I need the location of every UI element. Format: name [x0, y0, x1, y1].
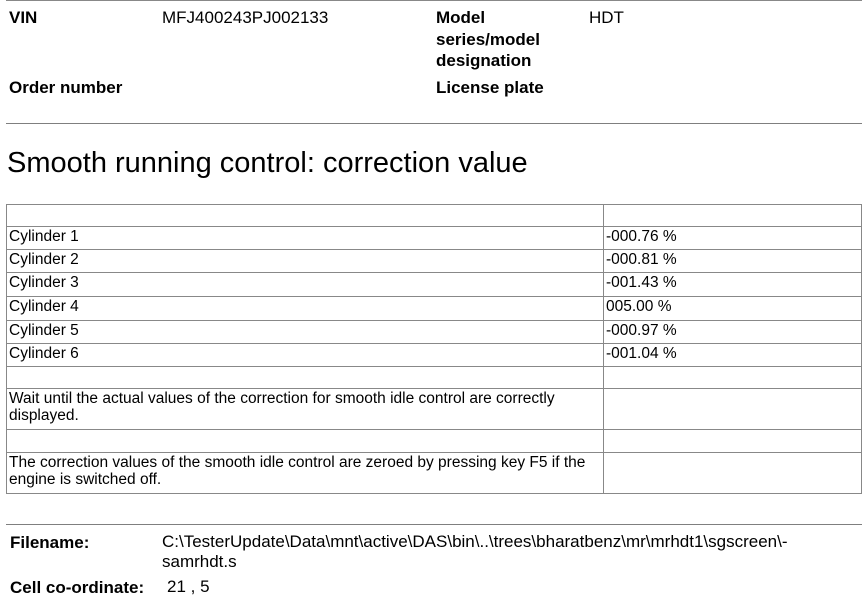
row-value-cell: -000.81 %	[604, 250, 862, 273]
row-label-cell	[7, 205, 604, 227]
row-label-cell: Cylinder 4	[7, 297, 604, 321]
row-value-cell: -000.97 %	[604, 321, 862, 344]
row-label-cell: The correction values of the smooth idle control are zeroed by pressing key F5 if the engine is switched off.	[7, 453, 604, 494]
model-value: HDT	[589, 8, 624, 27]
row-label-cell	[7, 430, 604, 453]
row-label-cell: Cylinder 3	[7, 273, 604, 297]
row-label-cell	[7, 367, 604, 389]
row-label-cell: Cylinder 1	[7, 227, 604, 250]
row-label-cell: Cylinder 6	[7, 344, 604, 367]
filename-value-line2: samrhdt.s	[162, 552, 237, 571]
table-row	[7, 321, 862, 344]
correction-value-table	[6, 204, 862, 494]
row-value-cell	[604, 367, 862, 389]
row-label-cell: Wait until the actual values of the correction for smooth idle control are correctly displayed.	[7, 389, 604, 430]
model-label-line2: series/model	[436, 30, 540, 49]
order-number-label: Order number	[9, 78, 123, 97]
vin-label: VIN	[9, 8, 38, 27]
table-row	[7, 227, 862, 250]
cell-coordinate-label: Cell co-ordinate:	[10, 578, 145, 597]
row-value-cell: -000.76 %	[604, 227, 862, 250]
filename-value: C:\TesterUpdate\Data\mnt\active\DAS\bin\..\trees\bharatbenz\mr\mrhdt1\sgscreen\-	[162, 532, 788, 551]
row-label-cell: Cylinder 5	[7, 321, 604, 344]
row-value-cell	[604, 453, 862, 494]
row-value-cell: -001.04 %	[604, 344, 862, 367]
table-row	[7, 453, 862, 494]
row-value-cell	[604, 430, 862, 453]
top-border	[6, 0, 862, 1]
model-label-line3: designation	[436, 51, 532, 70]
row-value-cell	[604, 205, 862, 227]
table-row	[7, 273, 862, 297]
filename-label: Filename:	[10, 533, 90, 552]
table-row	[7, 367, 862, 389]
license-plate-label: License plate	[436, 78, 544, 97]
table-row	[7, 389, 862, 430]
row-value-cell	[604, 389, 862, 430]
row-label-cell: Cylinder 2	[7, 250, 604, 273]
table-row	[7, 205, 862, 227]
page-title: Smooth running control: correction value	[7, 147, 528, 179]
table-row	[7, 297, 862, 321]
row-value-cell: -001.43 %	[604, 273, 862, 297]
table-row	[7, 344, 862, 367]
footer-divider	[6, 524, 862, 525]
table-row	[7, 250, 862, 273]
row-value-cell: 005.00 %	[604, 297, 862, 321]
table-row	[7, 430, 862, 453]
model-label-line1: Model	[436, 8, 486, 27]
vin-value: MFJ400243PJ002133	[162, 8, 329, 27]
cell-coordinate-value: 21 , 5	[167, 577, 210, 596]
header-divider	[6, 123, 862, 124]
